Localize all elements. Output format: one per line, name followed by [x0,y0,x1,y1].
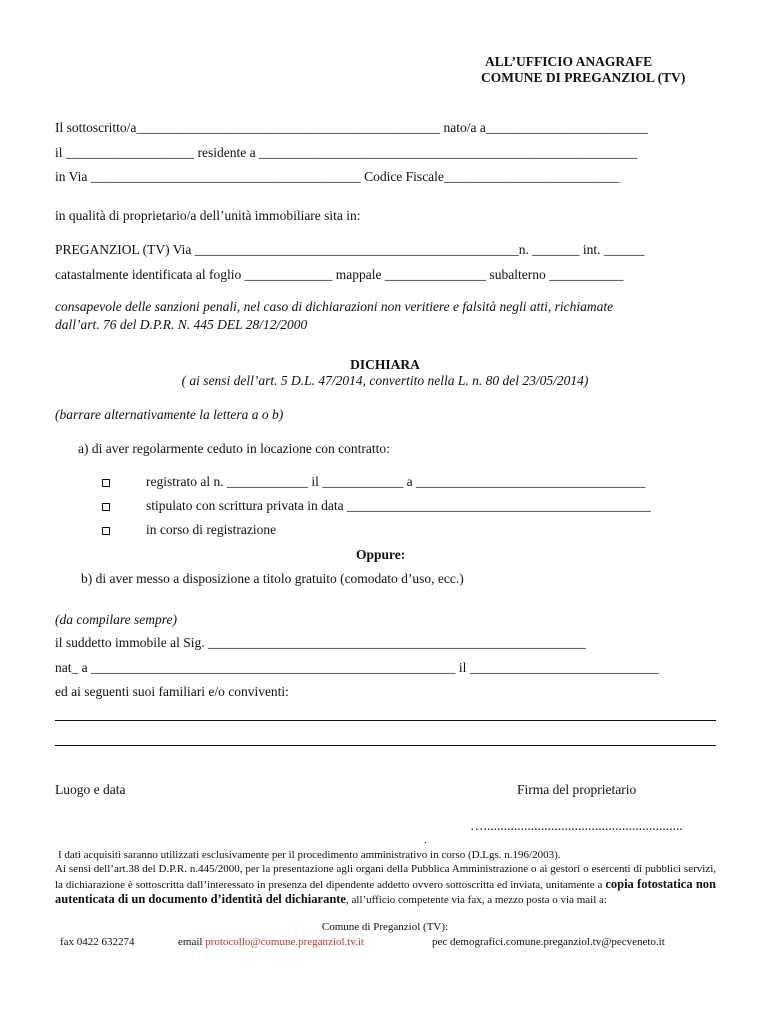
family-members-label: ed ai seguenti suoi familiari e/o conviventi: [55,684,289,699]
dichiara-subtitle: ( ai sensi dell’art. 5 D.L. 47/2014, convertito nella L. n. 80 del 23/05/2014) [181,373,589,388]
check-label-private-deed: stipulato con scrittura privata in data _____________________________________________ [146,498,651,513]
notice-id-copy: copia fotostatica non autenticata di un documento d’identità del dichiarante [55,876,716,906]
dichiara-title: DICHIARA [350,357,420,372]
email-contact [178,936,364,949]
checkbox-registered[interactable] [102,479,110,487]
birth-residence-line: il ___________________ residente a ________________________________________________________ [55,145,637,160]
comune-contact-label: Comune di Preganziol (TV): [321,921,449,933]
signature-notice [55,862,716,908]
email-label: email [178,936,203,948]
instruction-text: (barrare alternativamente la lettera a o b) [55,407,284,422]
check-label-registered: registrato al n. ____________ il ____________ a __________________________________ [146,474,646,489]
family-line-1 [55,720,716,721]
awareness-line-1: consapevole delle sanzioni penali, nel caso di dichiarazioni non veritiere e falsità negli atti, richiamate [55,299,614,314]
owner-signature-label: Firma del proprietario [517,782,637,797]
always-fill-label: (da compilare sempre) [55,612,177,627]
recipient-comune: COMUNE DI PREGANZIOL (TV) [481,70,686,85]
checkbox-in-registration[interactable] [102,527,110,535]
option-b: b) di aver messo a disposizione a titolo gratuito (comodato d’uso, ecc.) [81,571,464,586]
place-date-label: Luogo e data [55,782,126,797]
privacy-notice: I dati acquisiti saranno utilizzati esclusivamente per il procedimento amministrativo in corso (D.Lgs. n.196/2003). [58,849,561,861]
family-line-2 [55,745,716,746]
recipient-office: ALL’UFFICIO ANAGRAFE [485,54,653,69]
owner-role-line: in qualità di proprietario/a dell’unità immobiliare sita in: [55,208,361,223]
notice-text-start: Ai sensi dell’art.38 del D.P.R. n.445/2000, per la presentazione agli organi della Pubblica Amministrazione o ai gestori o esercenti di pubblici servizi, la dichiarazione è sottoscritta dall’interessato in presenza del dipendente addetto ovvero sottoscritta ed inviata, unitamente a [55,863,716,891]
oppure-label: Oppure: [356,547,406,562]
cadastral-line: catastalmente identificata al foglio _____________ mappale _______________ subalterno ___________ [55,267,624,282]
awareness-line-2: dall’art. 76 del D.P.R. N. 445 DEL 28/12/2000 [55,317,308,332]
property-address-line: PREGANZIOL (TV) Via ________________________________________________n. _______ int. ______ [55,242,645,257]
address-fiscal-code-line: in Via ________________________________________ Codice Fiscale__________________________ [55,169,620,184]
declarant-name-line: Il sottoscritto/a_____________________________________________ nato/a a________________________ [55,120,648,135]
email-link[interactable]: protocollo@comune.preganziol.tv.it [205,936,364,948]
tenant-name-line: il suddetto immobile al Sig. ________________________________________________________ [55,635,586,650]
option-a: a) di aver regolarmente ceduto in locazione con contratto: [78,441,390,456]
checkbox-private-deed[interactable] [102,503,110,511]
signature-dots: …........................................................... [470,818,683,833]
fax-number: fax 0422 632274 [60,936,135,948]
check-label-in-registration: in corso di registrazione [146,522,277,537]
tenant-birth-line: nat_ a ______________________________________________________ il ____________________________ [55,660,659,675]
separator-dot: . [424,834,427,846]
pec-contact: pec demografici.comune.preganziol.tv@pecveneto.it [432,936,665,948]
notice-text-end: , all’ufficio competente via fax, a mezzo posta o via mail a: [346,894,607,906]
